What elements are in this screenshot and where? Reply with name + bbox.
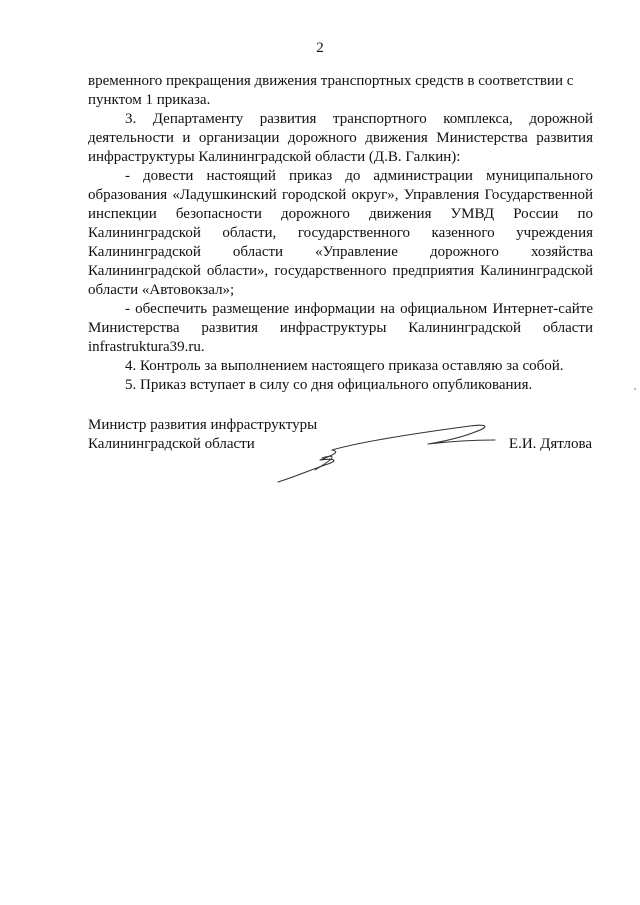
document-body — [88, 72, 593, 395]
signatory-title-line-1: Министр развития инфраструктуры — [88, 417, 318, 433]
signatory-title-line-2: Калининградской области — [88, 436, 255, 452]
signatory-name: Е.И. Дятлова — [508, 436, 592, 452]
scan-speck — [634, 388, 636, 390]
page-number: 2 — [316, 40, 324, 56]
paragraph-item-5: 5. Приказ вступает в силу со дня официального опубликования. — [125, 377, 533, 393]
paragraph-item-3: 3. Департаменту развития транспортного комплекса, дорожной деятельности и организации дорожного движения Министерства развития инфраструктуры Калининградской области (Д.В. Галкин): — [88, 111, 593, 165]
paragraph-continuation: временного прекращения движения транспортных средств в соответствии с пунктом 1 приказа. — [88, 73, 574, 108]
handwritten-signature — [270, 420, 500, 490]
paragraph-item-4: 4. Контроль за выполнением настоящего приказа оставляю за собой. — [125, 358, 564, 374]
paragraph-bullet-publish-info: - обеспечить размещение информации на официальном Интернет-сайте Министерства развития инфраструктуры Калининградской области infrastruktura39.ru. — [88, 301, 593, 355]
paragraph-bullet-deliver-order: - довести настоящий приказ до администрации муниципального образования «Ладушкинский городской округ», Управления Государственной инспекции безопасности дорожного движения УМВД России по Калининградской области, государственного казенного учреждения Калининградской области «Управление дорожного хозяйства Калининградской области», государственного предприятия Калининградской области «Автовокзал»; — [88, 168, 593, 298]
